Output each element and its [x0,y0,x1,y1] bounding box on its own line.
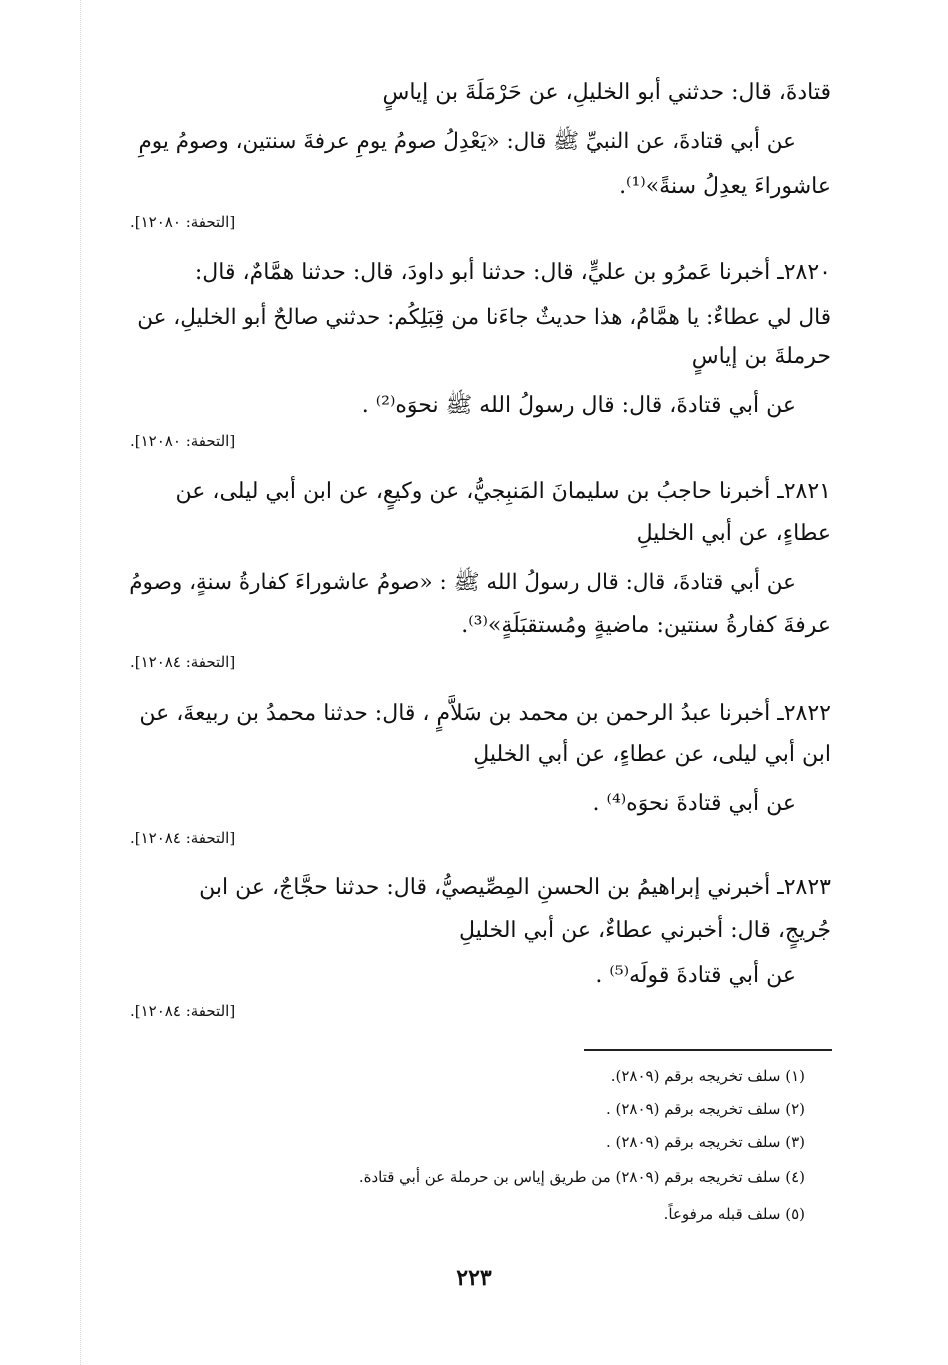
tuhfa-reference: [التحفة: ١٢٠٨٤]. [130,829,236,847]
text-line: عرفةَ كفارةُ سنتين: ماضيةٍ ومُستقبَلَةٍ»⁽³⁾. [461,613,831,638]
margin-guide [80,0,81,1365]
hadith-2822-line: ٢٨٢٢ـ أخبرنا عبدُ الرحمن بن محمد بن سَلاَّمٍ ، قال: حدثنا محمدُ بن ربيعةَ، عن [139,701,831,726]
page-number: ٢٢٣ [456,1265,492,1291]
hadith-2820-line: ٢٨٢٠ـ أخبرنا عَمرُو بن عليٍّ، قال: حدثنا أبو داودَ، قال: حدثنا همَّامٌ، قال: [194,260,831,285]
text-line: عن أبي قتادةَ نحوَه⁽⁴⁾ . [592,791,796,816]
hadith-2821-line: ٢٨٢١ـ أخبرنا حاجبُ بن سليمانَ المَنبِجيُّ، عن وكيعٍ، عن ابن أبي ليلى، عن [175,479,831,504]
tuhfa-reference: [التحفة: ١٢٠٨٤]. [130,653,236,671]
text-line: حرملةَ بن إياسٍ [691,344,831,369]
footnote: (٢) سلف تخريجه برقم (٢٨٠٩) . [605,1100,805,1118]
text-line: عن أبي قتادةَ قولَه⁽⁵⁾ . [595,963,796,988]
footnote: (١) سلف تخريجه برقم (٢٨٠٩). [610,1067,805,1085]
footnote: (٤) سلف تخريجه برقم (٢٨٠٩) من طريق إياس بن حرملة عن أبي قتادة. [358,1168,805,1186]
text-line: ابن أبي ليلى، عن عطاءٍ، عن أبي الخليلِ [473,742,831,767]
text-line: قال لي عطاءٌ: يا همَّامُ، هذا حديثٌ جاءَنا من قِبَلِكُم: حدثني صالحٌ أبو الخليلِ، عن [137,305,831,330]
text-line: عطاءٍ، عن أبي الخليلِ [636,521,831,546]
footnote: (٥) سلف قبله مرفوعاً. [663,1205,805,1223]
text-line: جُريجٍ، قال: أخبرني عطاءٌ، عن أبي الخليلِ [458,918,831,943]
footnote-divider [584,1049,832,1051]
hadith-2823-line: ٢٨٢٣ـ أخبرني إبراهيمُ بن الحسنِ المِصِّيصيُّ، قال: حدثنا حجَّاجٌ، عن ابن [199,875,831,900]
text-line: عاشوراءَ يعدِلُ سنةً»⁽¹⁾. [619,174,831,199]
tuhfa-reference: [التحفة: ١٢٠٨٤]. [130,1002,236,1020]
text-line: عن أبي قتادةَ، قال: قال رسولُ الله ﷺ نحوَه⁽²⁾ . [361,393,796,418]
tuhfa-reference: [التحفة: ١٢٠٨٠]. [130,213,236,231]
text-line: عن أبي قتادةَ، عن النبيِّ ﷺ قال: «يَعْدِلُ صومُ يومِ عرفةَ سنتين، وصومُ يومِ [138,129,796,154]
tuhfa-reference: [التحفة: ١٢٠٨٠]. [130,432,236,450]
text-line: عن أبي قتادةَ، قال: قال رسولُ الله ﷺ : «صومُ عاشوراءَ كفارةُ سنةٍ، وصومُ [129,570,796,595]
footnote: (٣) سلف تخريجه برقم (٢٨٠٩) . [605,1133,805,1151]
text-line: قتادةَ، قال: حدثني أبو الخليلِ، عن حَرْمَلَةَ بن إياسٍ [382,80,831,105]
